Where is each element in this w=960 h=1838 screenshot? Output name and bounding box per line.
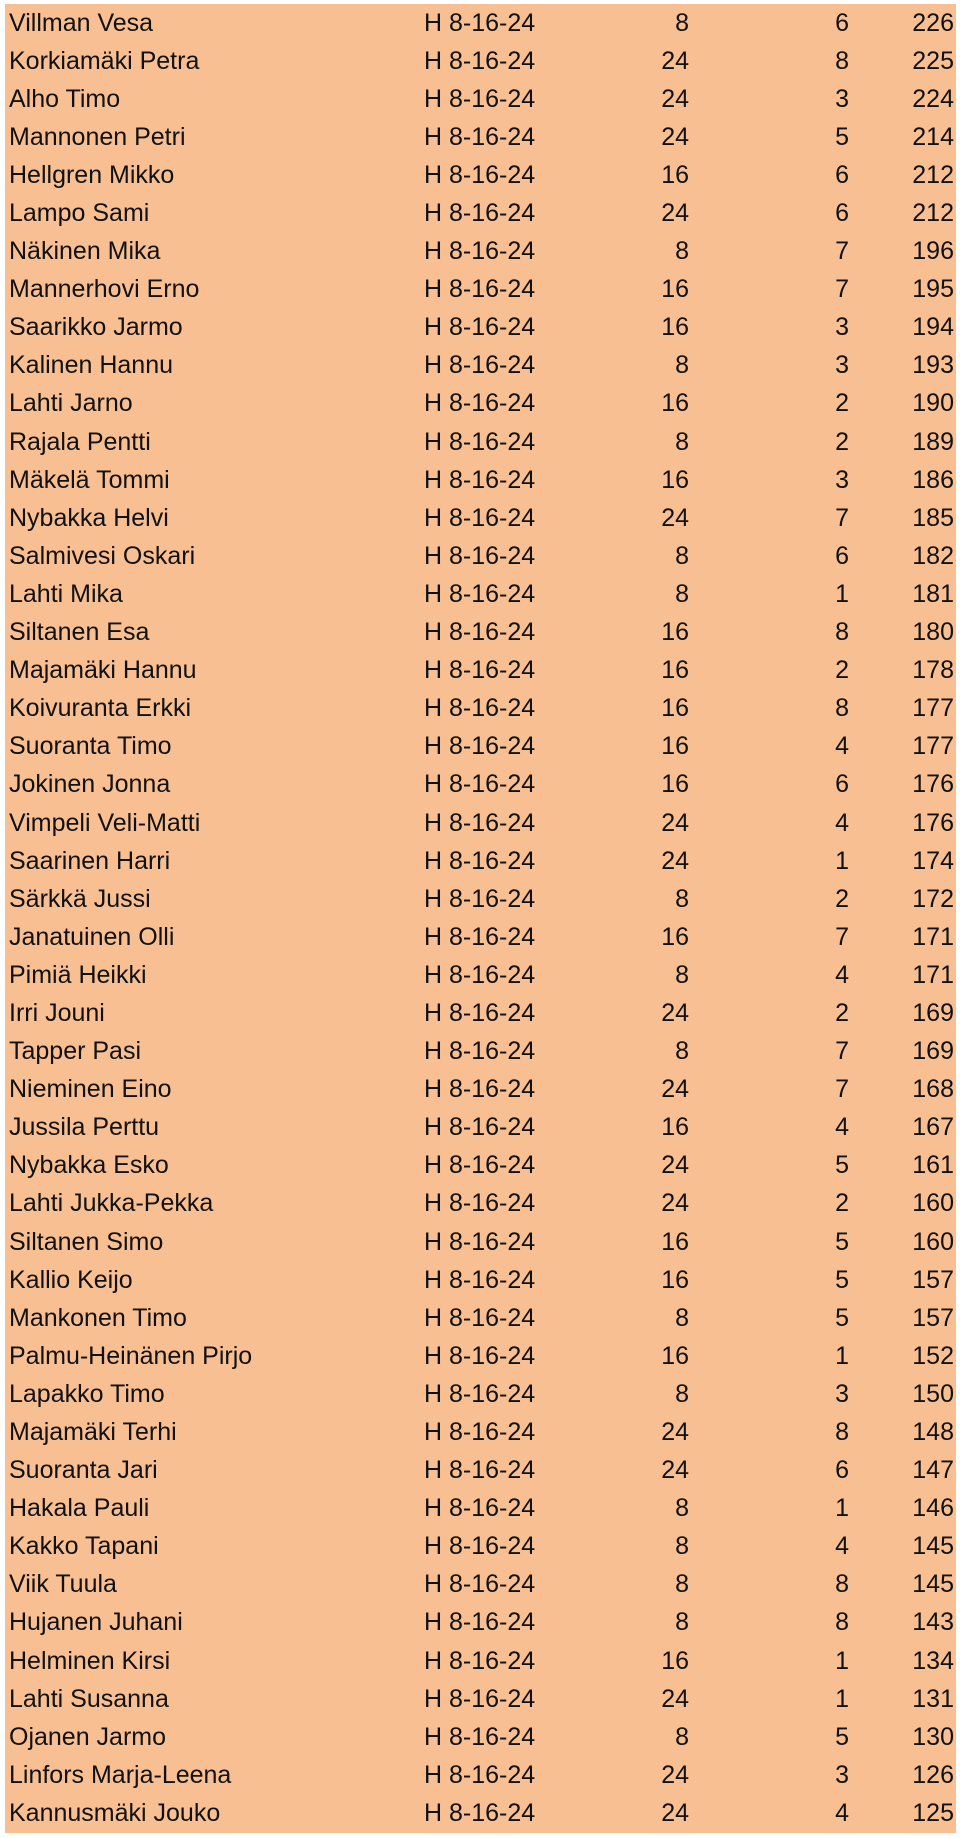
table-row <box>5 728 956 766</box>
value-cell-1: 8 <box>675 1724 689 1750</box>
table-row <box>5 194 956 232</box>
player-name-cell: Lahti Jukka-Pekka <box>9 1191 214 1217</box>
value-cell-2: 5 <box>835 1153 849 1179</box>
score-cell: 131 <box>912 1686 954 1712</box>
value-cell-1: 16 <box>661 467 689 493</box>
player-name-cell: Jokinen Jonna <box>9 772 171 798</box>
value-cell-2: 3 <box>835 1381 849 1407</box>
player-name-cell: Lapakko Timo <box>9 1381 165 1407</box>
score-cell: 148 <box>912 1420 954 1446</box>
value-cell-1: 8 <box>675 1496 689 1522</box>
player-name-cell: Koivuranta Erkki <box>9 696 192 722</box>
value-cell-2: 2 <box>835 1191 849 1217</box>
score-cell: 186 <box>912 467 954 493</box>
value-cell-2: 7 <box>835 924 849 950</box>
table-row <box>5 499 956 537</box>
score-cell: 212 <box>912 201 954 227</box>
class-cell: H 8-16-24 <box>424 1191 536 1217</box>
value-cell-1: 24 <box>661 1153 689 1179</box>
table-row <box>5 1375 956 1413</box>
value-cell-1: 8 <box>675 1039 689 1065</box>
value-cell-2: 4 <box>835 962 849 988</box>
player-name-cell: Majamäki Terhi <box>9 1420 177 1446</box>
table-row <box>5 1642 956 1680</box>
player-name-cell: Siltanen Simo <box>9 1229 164 1255</box>
score-cell: 169 <box>912 1039 954 1065</box>
table-row <box>5 347 956 385</box>
player-name-cell: Janatuinen Olli <box>9 924 175 950</box>
player-name-cell: Villman Vesa <box>9 10 154 36</box>
value-cell-1: 8 <box>675 1572 689 1598</box>
score-cell: 212 <box>912 162 954 188</box>
player-name-cell: Viik Tuula <box>9 1572 117 1598</box>
player-name-cell: Kallio Keijo <box>9 1267 133 1293</box>
table-row <box>5 461 956 499</box>
value-cell-2: 8 <box>835 48 849 74</box>
value-cell-2: 1 <box>835 1686 849 1712</box>
score-cell: 195 <box>912 277 954 303</box>
table-row <box>5 994 956 1032</box>
score-cell: 145 <box>912 1534 954 1560</box>
class-cell: H 8-16-24 <box>424 810 536 836</box>
player-name-cell: Särkkä Jussi <box>9 886 151 912</box>
score-cell: 178 <box>912 658 954 684</box>
value-cell-1: 16 <box>661 1343 689 1369</box>
value-cell-1: 8 <box>675 1534 689 1560</box>
value-cell-1: 8 <box>675 543 689 569</box>
table-row <box>5 309 956 347</box>
value-cell-2: 4 <box>835 1115 849 1141</box>
value-cell-1: 16 <box>661 162 689 188</box>
table-row <box>5 385 956 423</box>
table-row <box>5 1452 956 1490</box>
score-cell: 190 <box>912 391 954 417</box>
class-cell: H 8-16-24 <box>424 581 536 607</box>
player-name-cell: Nybakka Esko <box>9 1153 169 1179</box>
table-row <box>5 1261 956 1299</box>
value-cell-2: 6 <box>835 543 849 569</box>
value-cell-2: 8 <box>835 1610 849 1636</box>
table-row <box>5 80 956 118</box>
table-row <box>5 804 956 842</box>
value-cell-2: 2 <box>835 886 849 912</box>
value-cell-1: 16 <box>661 772 689 798</box>
player-name-cell: Pimiä Heikki <box>9 962 147 988</box>
player-name-cell: Lampo Sami <box>9 201 150 227</box>
player-name-cell: Salmivesi Oskari <box>9 543 196 569</box>
class-cell: H 8-16-24 <box>424 734 536 760</box>
class-cell: H 8-16-24 <box>424 505 536 531</box>
score-cell: 171 <box>912 924 954 950</box>
value-cell-1: 24 <box>661 1458 689 1484</box>
table-row <box>5 1033 956 1071</box>
value-cell-1: 24 <box>661 1420 689 1446</box>
table-row <box>5 956 956 994</box>
class-cell: H 8-16-24 <box>424 1800 536 1826</box>
value-cell-1: 24 <box>661 1800 689 1826</box>
table-row <box>5 1490 956 1528</box>
table-row <box>5 842 956 880</box>
class-cell: H 8-16-24 <box>424 239 536 265</box>
value-cell-1: 16 <box>661 391 689 417</box>
table-row <box>5 575 956 613</box>
table-row <box>5 690 956 728</box>
player-name-cell: Korkiamäki Petra <box>9 48 200 74</box>
class-cell: H 8-16-24 <box>424 658 536 684</box>
player-name-cell: Hellgren Mikko <box>9 162 175 188</box>
value-cell-1: 24 <box>661 1191 689 1217</box>
table-row <box>5 423 956 461</box>
value-cell-1: 24 <box>661 201 689 227</box>
score-cell: 224 <box>912 86 954 112</box>
value-cell-1: 24 <box>661 124 689 150</box>
player-name-cell: Kannusmäki Jouko <box>9 1800 221 1826</box>
value-cell-2: 6 <box>835 772 849 798</box>
class-cell: H 8-16-24 <box>424 543 536 569</box>
score-cell: 225 <box>912 48 954 74</box>
score-cell: 176 <box>912 810 954 836</box>
value-cell-2: 4 <box>835 1800 849 1826</box>
table-row <box>5 918 956 956</box>
value-cell-2: 3 <box>835 353 849 379</box>
value-cell-1: 16 <box>661 315 689 341</box>
table-row <box>5 1604 956 1642</box>
class-cell: H 8-16-24 <box>424 1267 536 1293</box>
value-cell-1: 8 <box>675 1305 689 1331</box>
value-cell-1: 8 <box>675 581 689 607</box>
score-cell: 176 <box>912 772 954 798</box>
value-cell-1: 16 <box>661 924 689 950</box>
player-name-cell: Hujanen Juhani <box>9 1610 183 1636</box>
class-cell: H 8-16-24 <box>424 886 536 912</box>
table-row <box>5 1223 956 1261</box>
value-cell-1: 8 <box>675 962 689 988</box>
table-row <box>5 4 956 42</box>
table-row <box>5 614 956 652</box>
value-cell-2: 8 <box>835 1572 849 1598</box>
class-cell: H 8-16-24 <box>424 1077 536 1103</box>
player-name-cell: Mannerhovi Erno <box>9 277 200 303</box>
score-cell: 134 <box>912 1648 954 1674</box>
player-name-cell: Näkinen Mika <box>9 239 161 265</box>
value-cell-2: 2 <box>835 658 849 684</box>
class-cell: H 8-16-24 <box>424 1534 536 1560</box>
value-cell-1: 16 <box>661 696 689 722</box>
class-cell: H 8-16-24 <box>424 1229 536 1255</box>
value-cell-1: 24 <box>661 505 689 531</box>
player-name-cell: Jussila Perttu <box>9 1115 160 1141</box>
player-name-cell: Hakala Pauli <box>9 1496 150 1522</box>
value-cell-1: 24 <box>661 1077 689 1103</box>
class-cell: H 8-16-24 <box>424 1648 536 1674</box>
class-cell: H 8-16-24 <box>424 1381 536 1407</box>
value-cell-2: 2 <box>835 1000 849 1026</box>
class-cell: H 8-16-24 <box>424 1686 536 1712</box>
player-name-cell: Suoranta Timo <box>9 734 172 760</box>
class-cell: H 8-16-24 <box>424 1458 536 1484</box>
class-cell: H 8-16-24 <box>424 315 536 341</box>
class-cell: H 8-16-24 <box>424 962 536 988</box>
value-cell-1: 24 <box>661 848 689 874</box>
value-cell-2: 6 <box>835 201 849 227</box>
score-cell: 171 <box>912 962 954 988</box>
player-name-cell: Rajala Pentti <box>9 429 151 455</box>
score-cell: 146 <box>912 1496 954 1522</box>
player-name-cell: Linfors Marja-Leena <box>9 1762 232 1788</box>
value-cell-2: 7 <box>835 277 849 303</box>
value-cell-1: 16 <box>661 1267 689 1293</box>
score-cell: 189 <box>912 429 954 455</box>
table-row <box>5 42 956 80</box>
table-row <box>5 1299 956 1337</box>
player-name-cell: Majamäki Hannu <box>9 658 197 684</box>
value-cell-2: 6 <box>835 10 849 36</box>
value-cell-2: 5 <box>835 1229 849 1255</box>
player-name-cell: Saarinen Harri <box>9 848 171 874</box>
class-cell: H 8-16-24 <box>424 162 536 188</box>
value-cell-2: 7 <box>835 1077 849 1103</box>
score-cell: 130 <box>912 1724 954 1750</box>
class-cell: H 8-16-24 <box>424 48 536 74</box>
player-name-cell: Lahti Mika <box>9 581 123 607</box>
value-cell-1: 24 <box>661 810 689 836</box>
score-cell: 181 <box>912 581 954 607</box>
value-cell-2: 2 <box>835 391 849 417</box>
class-cell: H 8-16-24 <box>424 201 536 227</box>
value-cell-1: 8 <box>675 1381 689 1407</box>
player-name-cell: Alho Timo <box>9 86 121 112</box>
score-cell: 125 <box>912 1800 954 1826</box>
score-cell: 226 <box>912 10 954 36</box>
score-cell: 185 <box>912 505 954 531</box>
score-cell: 167 <box>912 1115 954 1141</box>
value-cell-2: 2 <box>835 429 849 455</box>
table-row <box>5 1147 956 1185</box>
value-cell-2: 3 <box>835 467 849 493</box>
class-cell: H 8-16-24 <box>424 924 536 950</box>
value-cell-2: 5 <box>835 1267 849 1293</box>
class-cell: H 8-16-24 <box>424 391 536 417</box>
player-name-cell: Helminen Kirsi <box>9 1648 171 1674</box>
table-row <box>5 1337 956 1375</box>
value-cell-2: 4 <box>835 734 849 760</box>
table-row <box>5 118 956 156</box>
player-name-cell: Palmu-Heinänen Pirjo <box>9 1343 253 1369</box>
class-cell: H 8-16-24 <box>424 353 536 379</box>
table-row <box>5 537 956 575</box>
value-cell-1: 8 <box>675 353 689 379</box>
value-cell-1: 24 <box>661 1000 689 1026</box>
value-cell-1: 16 <box>661 658 689 684</box>
class-cell: H 8-16-24 <box>424 620 536 646</box>
player-name-cell: Lahti Susanna <box>9 1686 169 1712</box>
score-cell: 161 <box>912 1153 954 1179</box>
value-cell-1: 8 <box>675 1610 689 1636</box>
class-cell: H 8-16-24 <box>424 1115 536 1141</box>
player-name-cell: Tapper Pasi <box>9 1039 142 1065</box>
value-cell-2: 4 <box>835 810 849 836</box>
table-row <box>5 1794 956 1832</box>
value-cell-2: 6 <box>835 1458 849 1484</box>
score-cell: 182 <box>912 543 954 569</box>
value-cell-2: 7 <box>835 1039 849 1065</box>
value-cell-1: 8 <box>675 886 689 912</box>
score-cell: 168 <box>912 1077 954 1103</box>
score-cell: 196 <box>912 239 954 265</box>
player-name-cell: Vimpeli Veli-Matti <box>9 810 201 836</box>
table-row <box>5 156 956 194</box>
player-name-cell: Nieminen Eino <box>9 1077 172 1103</box>
value-cell-2: 8 <box>835 696 849 722</box>
class-cell: H 8-16-24 <box>424 429 536 455</box>
value-cell-2: 8 <box>835 1420 849 1446</box>
value-cell-1: 8 <box>675 429 689 455</box>
value-cell-2: 6 <box>835 162 849 188</box>
player-name-cell: Mankonen Timo <box>9 1305 187 1331</box>
table-row <box>5 233 956 271</box>
table-row <box>5 1528 956 1566</box>
value-cell-1: 16 <box>661 277 689 303</box>
score-cell: 172 <box>912 886 954 912</box>
score-cell: 157 <box>912 1267 954 1293</box>
table-row <box>5 1756 956 1794</box>
score-cell: 177 <box>912 696 954 722</box>
value-cell-2: 1 <box>835 848 849 874</box>
score-cell: 145 <box>912 1572 954 1598</box>
player-name-cell: Kakko Tapani <box>9 1534 159 1560</box>
score-cell: 160 <box>912 1229 954 1255</box>
value-cell-1: 24 <box>661 86 689 112</box>
table-row <box>5 1566 956 1604</box>
table-row <box>5 1413 956 1451</box>
player-name-cell: Mäkelä Tommi <box>9 467 170 493</box>
value-cell-2: 1 <box>835 1648 849 1674</box>
score-cell: 194 <box>912 315 954 341</box>
value-cell-2: 3 <box>835 1762 849 1788</box>
class-cell: H 8-16-24 <box>424 10 536 36</box>
score-cell: 157 <box>912 1305 954 1331</box>
class-cell: H 8-16-24 <box>424 1610 536 1636</box>
class-cell: H 8-16-24 <box>424 467 536 493</box>
class-cell: H 8-16-24 <box>424 1343 536 1369</box>
player-name-cell: Ojanen Jarmo <box>9 1724 167 1750</box>
table-row <box>5 652 956 690</box>
class-cell: H 8-16-24 <box>424 277 536 303</box>
player-name-cell: Nybakka Helvi <box>9 505 169 531</box>
class-cell: H 8-16-24 <box>424 1724 536 1750</box>
player-name-cell: Saarikko Jarmo <box>9 315 183 341</box>
table-row <box>5 766 956 804</box>
score-cell: 180 <box>912 620 954 646</box>
score-cell: 147 <box>912 1458 954 1484</box>
table-row <box>5 1185 956 1223</box>
score-cell: 169 <box>912 1000 954 1026</box>
value-cell-1: 16 <box>661 734 689 760</box>
score-cell: 126 <box>912 1762 954 1788</box>
table-row <box>5 1109 956 1147</box>
score-cell: 152 <box>912 1343 954 1369</box>
value-cell-1: 16 <box>661 1229 689 1255</box>
class-cell: H 8-16-24 <box>424 1153 536 1179</box>
class-cell: H 8-16-24 <box>424 1762 536 1788</box>
value-cell-2: 1 <box>835 1496 849 1522</box>
value-cell-2: 3 <box>835 86 849 112</box>
class-cell: H 8-16-24 <box>424 1420 536 1446</box>
value-cell-2: 7 <box>835 505 849 531</box>
value-cell-1: 24 <box>661 1686 689 1712</box>
class-cell: H 8-16-24 <box>424 772 536 798</box>
table-row <box>5 1680 956 1718</box>
value-cell-2: 1 <box>835 581 849 607</box>
score-cell: 214 <box>912 124 954 150</box>
score-cell: 143 <box>912 1610 954 1636</box>
class-cell: H 8-16-24 <box>424 86 536 112</box>
value-cell-1: 8 <box>675 239 689 265</box>
player-name-cell: Lahti Jarno <box>9 391 133 417</box>
class-cell: H 8-16-24 <box>424 124 536 150</box>
class-cell: H 8-16-24 <box>424 696 536 722</box>
score-cell: 177 <box>912 734 954 760</box>
score-cell: 174 <box>912 848 954 874</box>
player-name-cell: Irri Jouni <box>9 1000 105 1026</box>
player-name-cell: Mannonen Petri <box>9 124 186 150</box>
score-cell: 193 <box>912 353 954 379</box>
value-cell-2: 5 <box>835 1724 849 1750</box>
table-row <box>5 271 956 309</box>
class-cell: H 8-16-24 <box>424 1572 536 1598</box>
class-cell: H 8-16-24 <box>424 1039 536 1065</box>
value-cell-1: 16 <box>661 620 689 646</box>
score-cell: 160 <box>912 1191 954 1217</box>
class-cell: H 8-16-24 <box>424 1496 536 1522</box>
table-row <box>5 1718 956 1756</box>
value-cell-1: 8 <box>675 10 689 36</box>
value-cell-2: 1 <box>835 1343 849 1369</box>
class-cell: H 8-16-24 <box>424 848 536 874</box>
table-row <box>5 1071 956 1109</box>
value-cell-1: 16 <box>661 1115 689 1141</box>
value-cell-1: 16 <box>661 1648 689 1674</box>
table-row <box>5 880 956 918</box>
player-name-cell: Kalinen Hannu <box>9 353 174 379</box>
class-cell: H 8-16-24 <box>424 1000 536 1026</box>
player-name-cell: Suoranta Jari <box>9 1458 158 1484</box>
value-cell-1: 24 <box>661 1762 689 1788</box>
results-table <box>5 4 956 1833</box>
value-cell-2: 5 <box>835 124 849 150</box>
player-name-cell: Siltanen Esa <box>9 620 150 646</box>
value-cell-2: 7 <box>835 239 849 265</box>
class-cell: H 8-16-24 <box>424 1305 536 1331</box>
value-cell-2: 5 <box>835 1305 849 1331</box>
score-cell: 150 <box>912 1381 954 1407</box>
value-cell-2: 8 <box>835 620 849 646</box>
value-cell-1: 24 <box>661 48 689 74</box>
value-cell-2: 3 <box>835 315 849 341</box>
value-cell-2: 4 <box>835 1534 849 1560</box>
